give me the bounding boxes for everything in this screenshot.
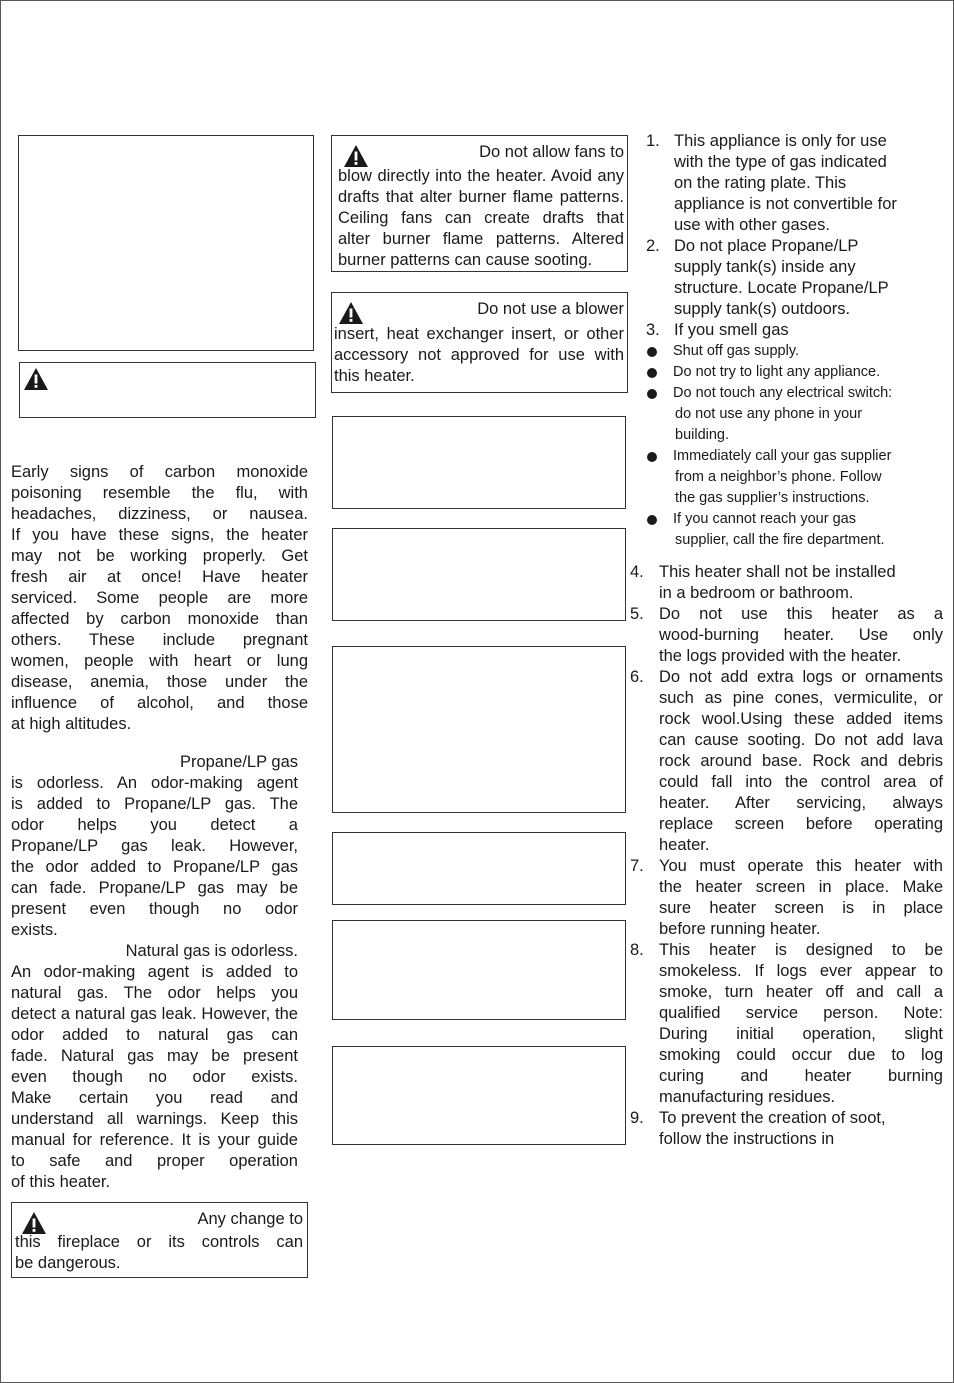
text-line: odor helps you detect a bbox=[11, 816, 298, 834]
bullet-dot bbox=[647, 452, 657, 462]
list-text-line: heater. After servicing, always bbox=[659, 794, 943, 812]
text-line: influence of alcohol, and those bbox=[11, 694, 308, 712]
list-number: 2. bbox=[646, 237, 660, 255]
middle-empty-box-6 bbox=[332, 1046, 626, 1145]
list-text-line: Do not try to light any appliance. bbox=[673, 364, 881, 380]
list-text-line: with the type of gas indicated bbox=[674, 153, 887, 171]
left-top-empty-box bbox=[18, 135, 314, 351]
list-number: 3. bbox=[646, 321, 660, 339]
text-line: at high altitudes. bbox=[11, 715, 132, 733]
text-line: exists. bbox=[11, 921, 58, 939]
list-number: 5. bbox=[630, 605, 644, 623]
change-warning-lines bbox=[15, 1232, 303, 1274]
text-line: manual for reference. It is your guide bbox=[11, 1131, 298, 1149]
left-warning-box bbox=[19, 362, 316, 418]
text-line: detect a natural gas leak. However, the bbox=[11, 1005, 298, 1023]
fans-warning-box bbox=[331, 135, 628, 272]
list-text-line: manufacturing residues. bbox=[659, 1088, 836, 1106]
list-text-line: Do not touch any electrical switch: bbox=[673, 385, 893, 401]
text-line: understand all warnings. Keep this bbox=[11, 1110, 298, 1128]
middle-empty-box-3 bbox=[332, 646, 626, 813]
blower-warning-lines bbox=[334, 324, 624, 387]
text-line: present even though no odor bbox=[11, 900, 298, 918]
middle-empty-box-5 bbox=[332, 920, 626, 1020]
text-line: is odorless. An odor-making agent bbox=[11, 774, 298, 792]
text-line: serviced. Some people are more bbox=[11, 589, 308, 607]
text-line: headaches, dizziness, or nausea. bbox=[11, 505, 308, 523]
propane-lead: Propane/LP gas bbox=[179, 753, 298, 771]
list-text-line: heater. bbox=[659, 836, 710, 854]
text-line: this fireplace or its controls can bbox=[15, 1233, 303, 1251]
text-line: women, people with heart or lung bbox=[11, 652, 308, 670]
list-text-line: If you smell gas bbox=[674, 321, 789, 339]
list-text-line: You must operate this heater with bbox=[659, 857, 943, 875]
list-text-line: rock around base. Rock and debris bbox=[659, 752, 943, 770]
list-text-line: follow the instructions in bbox=[659, 1130, 835, 1148]
text-line: alter burner flame patterns. Altered bbox=[338, 230, 624, 248]
list-text-line: rock wool.Using these added items bbox=[659, 710, 943, 728]
list-text-line: from a neighbor’s phone. Follow bbox=[675, 469, 882, 485]
propane-paragraph bbox=[11, 773, 298, 941]
list-text-line: structure. Locate Propane/LP bbox=[674, 279, 889, 297]
list-text-line: Do not use this heater as a bbox=[659, 605, 943, 623]
text-line: disease, anemia, those under the bbox=[11, 673, 308, 691]
list-number: 4. bbox=[630, 563, 644, 581]
list-text-line: qualified service person. Note: bbox=[659, 1004, 943, 1022]
list-number: 9. bbox=[630, 1109, 644, 1127]
text-line: odor added to natural gas can bbox=[11, 1026, 298, 1044]
text-line: Make certain you read and bbox=[11, 1089, 298, 1107]
list-text-line: Do not place Propane/LP bbox=[674, 237, 859, 255]
list-text-line: building. bbox=[675, 427, 730, 443]
text-line: drafts that alter burner flame patterns. bbox=[338, 188, 624, 206]
list-text-line: Immediately call your gas supplier bbox=[673, 448, 892, 464]
list-text-line: on the rating plate. This bbox=[674, 174, 847, 192]
list-text-line: the heater screen in place. Make bbox=[659, 878, 943, 896]
text-line: Early signs of carbon monoxide bbox=[11, 463, 308, 481]
text-line: Ceiling fans can create drafts that bbox=[338, 209, 624, 227]
list-text-line: before running heater. bbox=[659, 920, 821, 938]
list-text-line: appliance is not convertible for bbox=[674, 195, 897, 213]
list-text-line: replace screen before operating bbox=[659, 815, 943, 833]
text-line: affected by carbon monoxide than bbox=[11, 610, 308, 628]
middle-empty-box-2 bbox=[332, 528, 626, 621]
change-warning-first: Any change to bbox=[197, 1210, 303, 1228]
text-line: natural gas. The odor helps you bbox=[11, 984, 298, 1002]
list-text-line: in a bedroom or bathroom. bbox=[659, 584, 854, 602]
list-text-line: supply tank(s) outdoors. bbox=[674, 300, 851, 318]
list-text-line: Do not add extra logs or ornaments bbox=[659, 668, 943, 686]
list-text-line: Shut off gas supply. bbox=[673, 343, 800, 359]
list-text-line: smoking could occur due to log bbox=[659, 1046, 943, 1064]
list-text-line: the gas supplier’s instructions. bbox=[675, 490, 870, 506]
list-text-line: If you cannot reach your gas bbox=[673, 511, 856, 527]
list-text-line: sure heater screen is in place bbox=[659, 899, 943, 917]
fans-warning-lines bbox=[338, 166, 624, 271]
text-line: the odor added to Propane/LP gas bbox=[11, 858, 298, 876]
bullet-dot bbox=[647, 389, 657, 399]
list-text-line: This heater shall not be installed bbox=[659, 563, 896, 581]
text-line: can fade. Propane/LP gas may be bbox=[11, 879, 298, 897]
list-number: 1. bbox=[646, 132, 660, 150]
middle-empty-box-4 bbox=[332, 832, 626, 905]
bullet-dot bbox=[647, 515, 657, 525]
list-text-line: supplier, call the fire department. bbox=[675, 532, 885, 548]
list-text-line: This heater is designed to be bbox=[659, 941, 943, 959]
list-number: 6. bbox=[630, 668, 644, 686]
natural-gas-paragraph bbox=[11, 962, 298, 1193]
text-line: If you have these signs, the heater bbox=[11, 526, 308, 544]
list-text-line: This appliance is only for use bbox=[674, 132, 887, 150]
list-text-line: could fall into the control area of bbox=[659, 773, 943, 791]
change-warning-box bbox=[11, 1202, 308, 1278]
list-text-line: smoke, turn heater off and call a bbox=[659, 983, 943, 1001]
blower-warning-first: Do not use a blower bbox=[477, 300, 624, 318]
list-text-line: do not use any phone in your bbox=[675, 406, 863, 422]
text-line: fade. Natural gas may be present bbox=[11, 1047, 298, 1065]
text-line: even though no odor exists. bbox=[11, 1068, 298, 1086]
list-text-line: can cause sooting. Do not add lava bbox=[659, 731, 943, 749]
text-line: be dangerous. bbox=[15, 1254, 121, 1272]
middle-empty-box-1 bbox=[332, 416, 626, 509]
warning-triangle-icon bbox=[23, 367, 49, 391]
list-text-line: wood-burning heater. Use only bbox=[659, 626, 943, 644]
natural-gas-lead: Natural gas is odorless. bbox=[125, 942, 298, 960]
text-line: poisoning resemble the flu, with bbox=[11, 484, 308, 502]
list-text-line: use with other gases. bbox=[674, 216, 830, 234]
text-line: An odor-making agent is added to bbox=[11, 963, 298, 981]
text-line: of this heater. bbox=[11, 1173, 111, 1191]
text-line: others. These include pregnant bbox=[11, 631, 308, 649]
text-line: Propane/LP gas leak. However, bbox=[11, 837, 298, 855]
list-text-line: During initial operation, slight bbox=[659, 1025, 943, 1043]
text-line: insert, heat exchanger insert, or other bbox=[334, 325, 624, 343]
bullet-dot bbox=[647, 368, 657, 378]
blower-warning-box bbox=[331, 292, 628, 393]
text-line: is added to Propane/LP gas. The bbox=[11, 795, 298, 813]
list-text-line: the logs provided with the heater. bbox=[659, 647, 902, 665]
text-line: fresh air at once! Have heater bbox=[11, 568, 308, 586]
list-text-line: To prevent the creation of soot, bbox=[659, 1109, 886, 1127]
list-text-line: curing and heater burning bbox=[659, 1067, 943, 1085]
text-line: accessory not approved for use with bbox=[334, 346, 624, 364]
list-text-line: such as pine cones, vermiculite, or bbox=[659, 689, 943, 707]
text-line: may not be working properly. Get bbox=[11, 547, 308, 565]
fans-warning-first: Do not allow fans to bbox=[479, 143, 624, 161]
text-line: this heater. bbox=[334, 367, 415, 385]
co-paragraph bbox=[11, 462, 308, 735]
list-text-line: smokeless. If logs ever appear to bbox=[659, 962, 943, 980]
text-line: to safe and proper operation bbox=[11, 1152, 298, 1170]
list-text-line: supply tank(s) inside any bbox=[674, 258, 856, 276]
list-number: 8. bbox=[630, 941, 644, 959]
bullet-dot bbox=[647, 347, 657, 357]
list-number: 7. bbox=[630, 857, 644, 875]
text-line: burner patterns can cause sooting. bbox=[338, 251, 593, 269]
text-line: blow directly into the heater. Avoid any bbox=[338, 167, 624, 185]
